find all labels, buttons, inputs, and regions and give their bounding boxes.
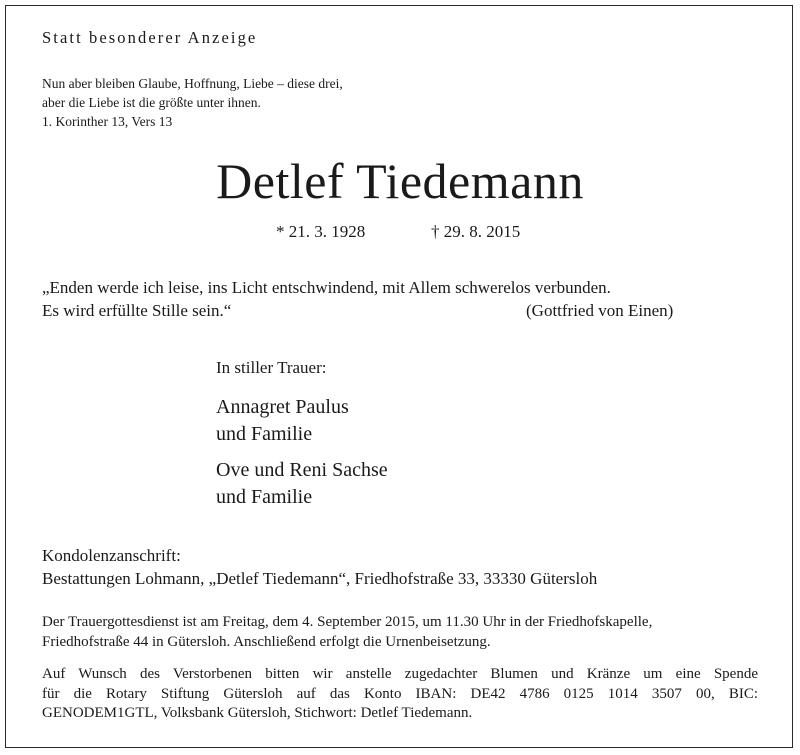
verse-line: aber die Liebe ist die größte unter ihnen. [42,95,261,110]
mourning-label: In stiller Trauer: [216,358,327,377]
quote-author: (Gottfried von Einen) [526,301,674,320]
donation-line: Auf Wunsch des Verstorbenen bitten wir anstelle zugedachter Blumen und Kränze um eine Spende [42,666,758,682]
deceased-name: Detlef Tiedemann [216,153,584,209]
mourner-family: und Familie [216,486,313,508]
quote-line: Es wird erfüllte Stille sein.“ [42,301,232,320]
notice-heading: Statt besonderer Anzeige [42,28,258,47]
mourner-name: Ove und Reni Sachse [216,459,388,481]
mourner-entry [216,394,349,448]
verse-line: Nun aber bleiben Glaube, Hoffnung, Liebe – diese drei, [42,76,343,91]
quote-line: „Enden werde ich leise, ins Licht entschwindend, mit Allem schwerelos verbunden. [42,278,611,297]
condolence-address: Bestattungen Lohmann, „Detlef Tiedemann“, Friedhofstraße 33, 33330 Gütersloh [42,569,598,588]
bible-verse [42,74,343,131]
mourner-name: Annagret Paulus [216,396,349,418]
mourner-entry [216,457,388,511]
condolence-label: Kondolenzanschrift: [42,546,181,565]
donation-line: GENODEM1GTL, Volksbank Gütersloh, Stichwort: Detlef Tiedemann. [42,705,473,721]
donation-line: für die Rotary Stiftung Gütersloh auf das Konto IBAN: DE42 4786 0125 1014 3507 00, BIC: [42,685,758,702]
death-date: † 29. 8. 2015 [431,222,521,241]
mourner-family: und Familie [216,423,313,445]
verse-reference: 1. Korinther 13, Vers 13 [42,114,173,129]
birth-date: * 21. 3. 1928 [276,222,366,241]
donation-info [42,665,758,724]
service-line: Friedhofstraße 44 in Gütersloh. Anschließend erfolgt die Urnenbeisetzung. [42,633,491,650]
service-info [42,613,758,652]
service-line: Der Trauergottesdienst ist am Freitag, dem 4. September 2015, um 11.30 Uhr in der Friedhofskapelle, [42,614,653,630]
